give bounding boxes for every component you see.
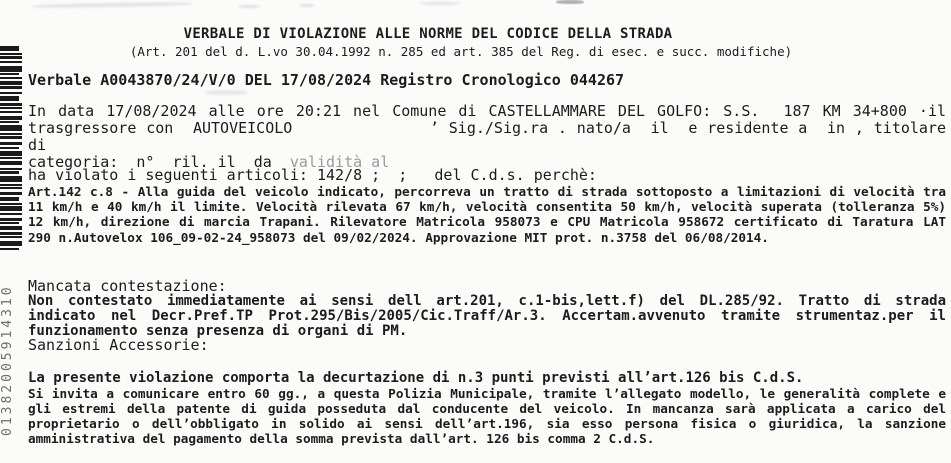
text-line: Non contestato immediatamente ai sensi dell art.201, c.1-bis,lett.f) del DL.285/92. Tratto di strada [28,293,946,309]
points-deduction-line: La presente violazione comporta la decurtazione di n.3 punti previsti all’art.126 bis C.d.S. [28,370,804,386]
notice-paragraph [28,386,946,446]
document-header [28,26,946,60]
text-line: indicato nel Decr.Pref.TP Prot.295/Bis/2005/Cic.Traff/Ar.3. Accertam.avvenuto tramite strumentaz.per il [28,308,946,324]
text-line: gli estremi della patente di guida posseduta dal conducente del veicolo. In mancanza sarà applicata a carico del [28,401,946,416]
serial-number-vertical: 01382005914310 [0,284,15,436]
violation-detail-paragraph [28,184,946,245]
accessory-sanctions-label: Sanzioni Accessorie: [28,336,209,354]
text-line: 12 km/h, direzione di marcia Trapani. Rilevatore Matricola 958073 e CPU Matricola 958672 certificato di Taratura LAT [28,214,946,230]
scan-smudge [556,0,584,4]
categoria-faded-text: validità al [289,153,390,171]
missed-contestation-paragraph [28,294,946,339]
violation-lead-line: ha violato i seguenti articoli: 142/8 ; ; del C.d.s. perchè: [28,166,597,184]
left-margin-barcode [0,46,23,252]
text-line: Si invita a comunicare entro 60 gg., a questa Polizia Municipale, tramite l’allegato modello, le generalità complete e [28,386,946,401]
scan-smudge [420,2,460,5]
document-subtitle: (Art. 201 del d. L.vo 30.04.1992 n. 285 ed art. 385 del Reg. di esec. e succ. modifiche) [129,44,793,59]
text-line: 290 n.Autovelox 106_09-02-24_958073 del 09/02/2024. Approvazione MIT prot. n.3758 del 06/08/2014. [28,229,769,245]
scan-smudge [32,2,192,9]
text-line: Art.142 c.8 - Alla guida del veicolo indicato, percorreva un tratto di strada sottoposto a limitazioni di velocità tra [28,184,946,199]
document-title: VERBALE DI VIOLAZIONE ALLE NORME DEL CODICE DELLA STRADA [183,26,673,42]
verbale-number-line: Verbale A0043870/24/V/0 DEL 17/08/2024 Registro Cronologico 044267 [28,71,625,89]
text-line: funzionamento senza presenza di organi di PM. [28,323,408,339]
text-line: amministrativa del pagamento della somma prevista dall’art. 126 bis comma 2 C.d.S. [28,431,655,446]
text-line: trasgressore con AUTOVEICOLO ’ Sig./Sig.ra . nato/a il e residente a in , titolare di [28,119,946,154]
intro-paragraph [28,103,946,171]
scan-smudge [238,5,260,8]
text-line: 11 km/h e 40 km/h il limite. Velocità rilevata 67 km/h, velocità consentita 50 km/h, velocità superata (tolleranza 5%) [28,199,946,215]
scan-smudge [205,90,247,95]
missed-contestation-label: Mancata contestazione: [28,277,227,295]
categoria-text: categoria: n° ril. il da [28,153,290,171]
text-line: proprietario o dell’obbligato in solido ai sensi dell’art.196, sia esso persona fisica o giuridica, la sanzione [28,416,946,431]
scan-smudge [300,4,314,7]
text-line: In data 17/08/2024 alle ore 20:21 nel Comune di CASTELLAMMARE DEL GOLFO: S.S. 187 KM 34+800 ·il [28,102,946,120]
